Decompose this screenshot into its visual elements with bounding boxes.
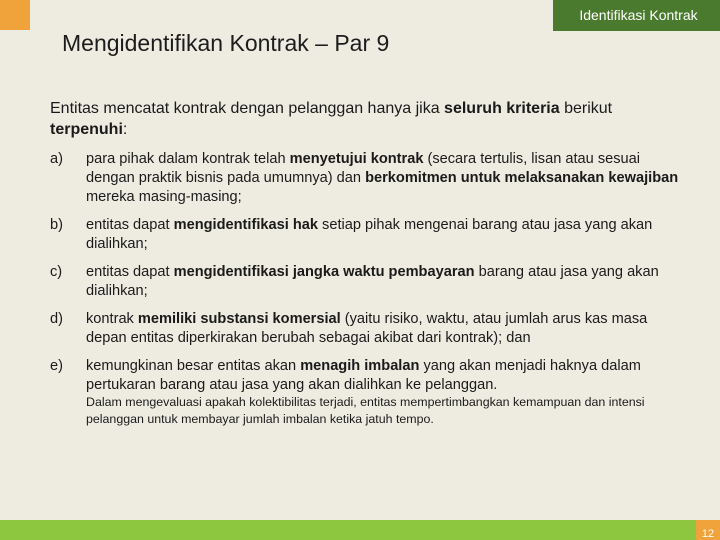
list-marker: d) bbox=[50, 311, 63, 327]
criteria-item-c bbox=[50, 263, 690, 301]
criteria-item-e bbox=[50, 357, 690, 395]
item-bold: menagih imbalan bbox=[300, 358, 420, 374]
evaluation-note: Dalam mengevaluasi apakah kolektibilitas terjadi, entitas mempertimbangkan kemampuan dan intensi pelanggan untuk membayar jumlah imbalan ketika jatuh tempo. bbox=[86, 395, 645, 426]
item-text: mereka masing-masing; bbox=[86, 189, 242, 205]
item-bold: memiliki substansi komersial bbox=[137, 311, 341, 327]
item-text: (yaitu risiko, waktu, atau jumlah arus kas masa depan entitas diperkirakan berubah sebagai akibat dari kontrak); dan bbox=[86, 311, 648, 346]
item-text: yang akan menjadi haknya dalam pertukaran barang atau jasa yang akan dialihkan ke pelanggan. bbox=[86, 358, 641, 393]
intro-bold-1: seluruh kriteria bbox=[444, 100, 560, 117]
section-tag: Identifikasi Kontrak bbox=[553, 0, 720, 31]
footer-bar bbox=[0, 520, 720, 540]
intro-bold-2: terpenuhi bbox=[50, 121, 123, 138]
slide-title: Mengidentifikan Kontrak – Par 9 bbox=[62, 30, 390, 56]
page-number: 12 bbox=[696, 520, 720, 540]
item-bold: mengidentifikasi jangka waktu pembayaran bbox=[173, 264, 475, 280]
item-text: entitas dapat bbox=[86, 217, 174, 233]
item-text: (secara tertulis, lisan atau sesuai dengan praktik bisnis pada umumnya) dan bbox=[86, 151, 641, 186]
list-marker: a) bbox=[50, 151, 63, 167]
item-text: kontrak bbox=[86, 311, 138, 327]
criteria-item-a bbox=[50, 150, 690, 207]
item-text: setiap pihak mengenai barang atau jasa yang akan dialihkan; bbox=[86, 217, 653, 252]
criteria-item-b bbox=[50, 216, 690, 254]
item-text: barang atau jasa yang akan dialihkan; bbox=[86, 264, 659, 299]
item-text: kemungkinan besar entitas akan bbox=[86, 358, 301, 374]
item-bold: mengidentifikasi hak bbox=[173, 217, 318, 233]
item-bold: menyetujui kontrak bbox=[289, 151, 424, 167]
corner-accent-block bbox=[0, 0, 30, 30]
intro-text-3: : bbox=[122, 121, 128, 138]
intro-paragraph bbox=[50, 98, 650, 140]
intro-text-1: Entitas mencatat kontrak dengan pelanggan hanya jika bbox=[50, 100, 445, 117]
criteria-item-d bbox=[50, 310, 690, 348]
list-marker: b) bbox=[50, 217, 63, 233]
item-text: entitas dapat bbox=[86, 264, 174, 280]
item-bold: berkomitmen untuk melaksanakan kewajiban bbox=[365, 170, 679, 186]
list-marker: e) bbox=[50, 358, 63, 374]
item-text: para pihak dalam kontrak telah bbox=[86, 151, 290, 167]
intro-text-2: berikut bbox=[559, 100, 613, 117]
list-marker: c) bbox=[50, 264, 63, 280]
criteria-list bbox=[50, 150, 690, 404]
